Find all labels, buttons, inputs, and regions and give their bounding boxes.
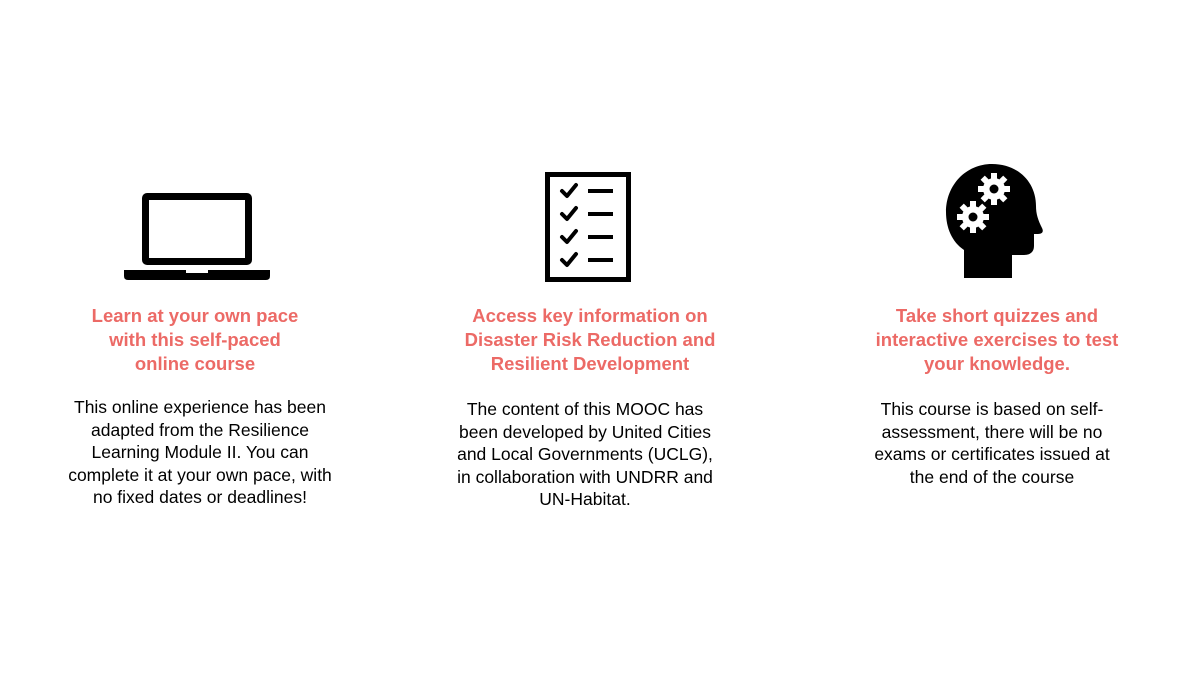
checklist-icon <box>543 170 633 284</box>
feature-heading: Access key information on Disaster Risk Reduction and Resilient Development <box>464 305 716 374</box>
feature-heading: Learn at your own pace with this self-paced online course <box>91 305 299 374</box>
feature-description: This online experience has been adapted from the Resilience Learning Module II. You can complete it at your own pace, with no fixed dates or deadlines! <box>68 397 332 507</box>
feature-description: The content of this MOOC has been developed by United Cities and Local Governments (UCLG), in collaboration with UNDRR and UN-Habitat. <box>457 399 713 509</box>
feature-heading: Take short quizzes and interactive exercises to test your knowledge. <box>875 305 1119 374</box>
feature-description: This course is based on self- assessment, there will be no exams or certificates issued at the end of the course <box>874 399 1110 487</box>
head-gears-icon <box>944 162 1046 280</box>
laptop-icon <box>122 188 272 283</box>
